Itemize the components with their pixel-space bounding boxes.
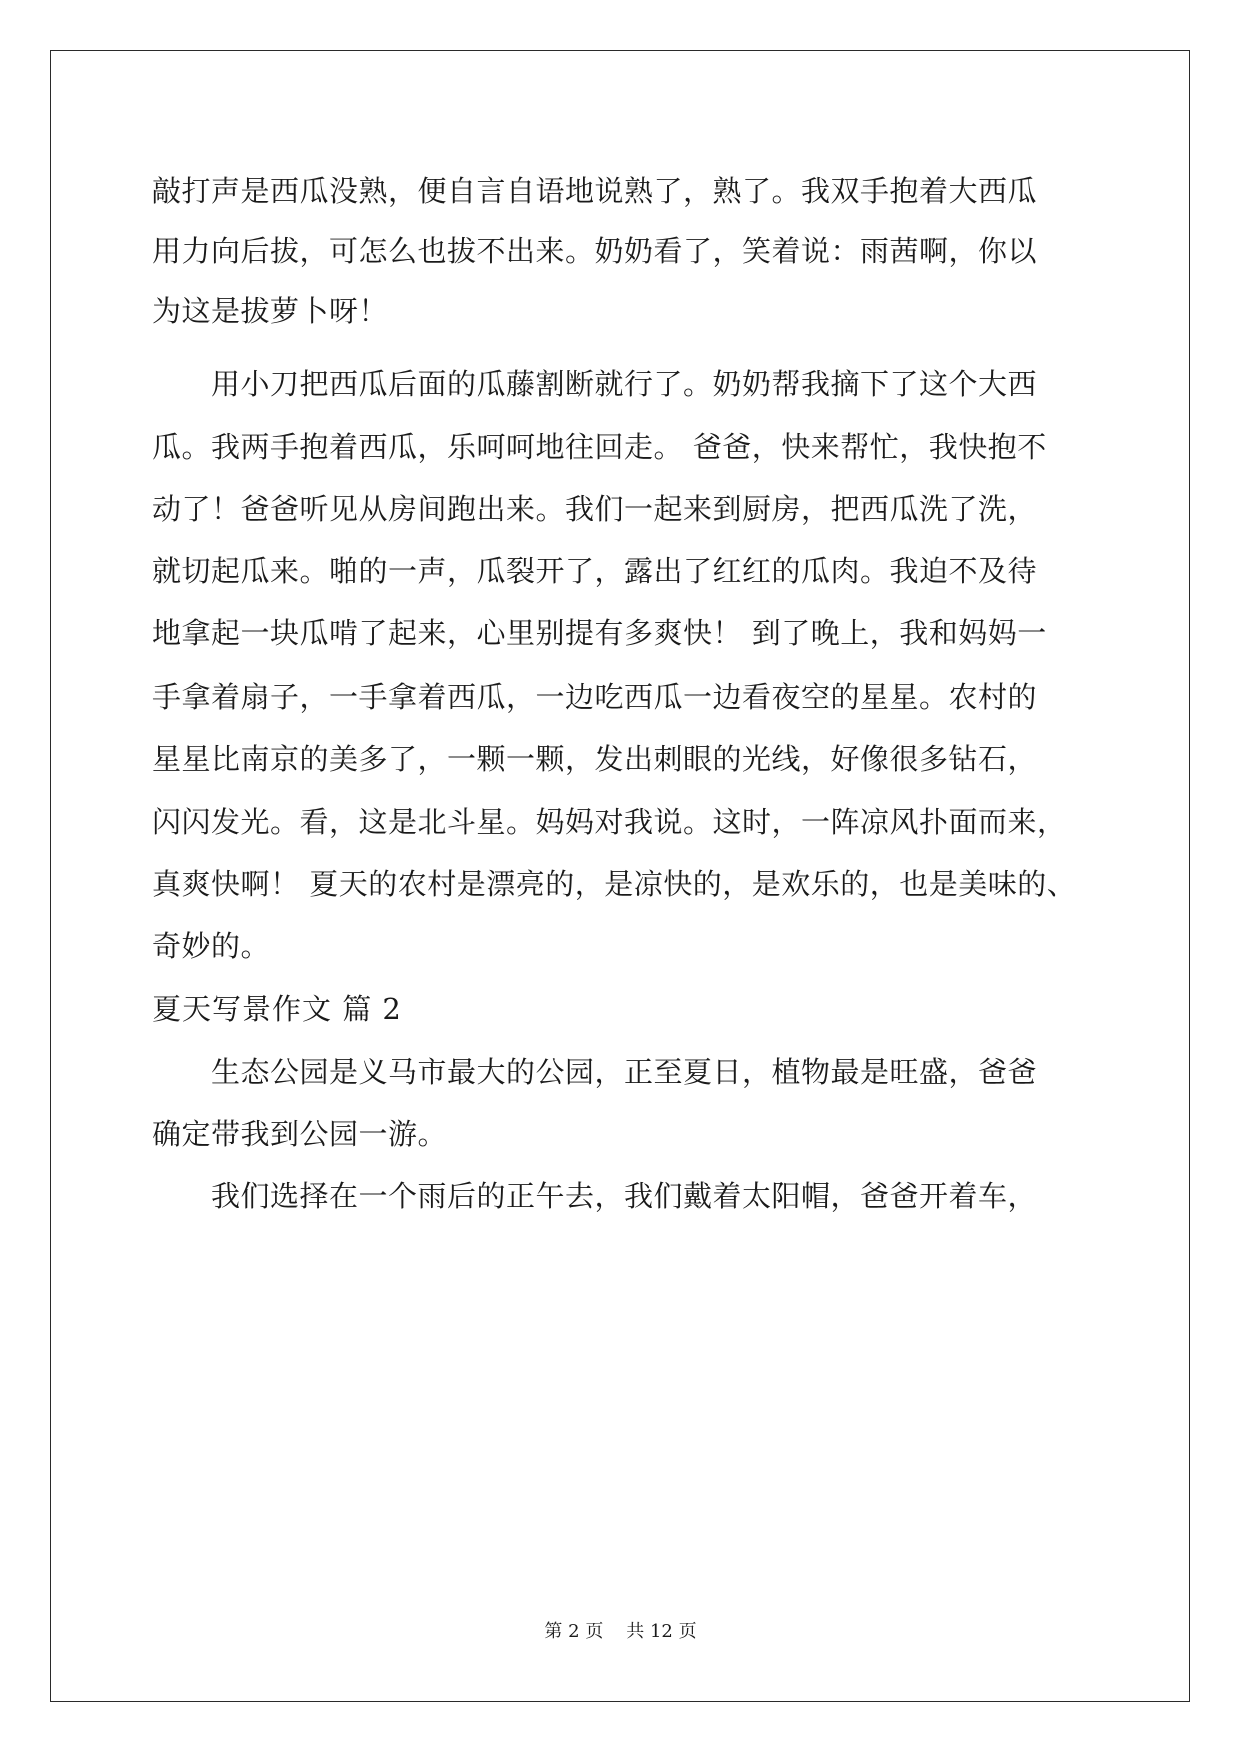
text-line: 敲打声是西瓜没熟，便自言自语地说熟了，熟了。我双手抱着大西瓜	[152, 174, 1038, 208]
page-number: 第 2 页	[544, 1621, 604, 1642]
text-line: 为这是拔萝卜呀！	[152, 294, 389, 328]
page-total: 共 12 页	[626, 1621, 697, 1642]
text-line: 闪闪发光。看，这是北斗星。妈妈对我说。这时，一阵凉风扑面而来，	[152, 805, 1067, 839]
text-line: 就切起瓜来。啪的一声，瓜裂开了，露出了红红的瓜肉。我迫不及待	[152, 554, 1038, 588]
text-line: 真爽快啊！ 夏天的农村是漂亮的，是凉快的，是欢乐的，也是美味的、	[152, 867, 1077, 901]
text-line: 奇妙的。	[152, 929, 271, 963]
text-line: 用小刀把西瓜后面的瓜藤割断就行了。奶奶帮我摘下了这个大西	[152, 367, 1038, 401]
text-line: 我们选择在一个雨后的正午去，我们戴着太阳帽，爸爸开着车，	[152, 1179, 1038, 1213]
text-line: 地拿起一块瓜啃了起来，心里别提有多爽快！ 到了晚上，我和妈妈一	[152, 616, 1047, 650]
page-footer	[0, 1620, 1241, 1644]
text-line: 手拿着扇子，一手拿着西瓜，一边吃西瓜一边看夜空的星星。农村的	[152, 680, 1038, 714]
section-heading: 夏天写景作文 篇 2	[152, 992, 402, 1026]
text-line: 生态公园是义马市最大的公园，正至夏日，植物最是旺盛，爸爸	[152, 1055, 1038, 1089]
text-line: 动了！爸爸听见从房间跑出来。我们一起来到厨房，把西瓜洗了洗，	[152, 492, 1038, 526]
text-line: 确定带我到公园一游。	[152, 1117, 448, 1151]
text-line: 瓜。我两手抱着西瓜，乐呵呵地往回走。 爸爸，快来帮忙，我快抱不	[152, 430, 1047, 464]
text-line: 星星比南京的美多了，一颗一颗，发出刺眼的光线，好像很多钻石，	[152, 742, 1038, 776]
text-line: 用力向后拔，可怎么也拔不出来。奶奶看了，笑着说：雨茜啊，你以	[152, 234, 1038, 268]
